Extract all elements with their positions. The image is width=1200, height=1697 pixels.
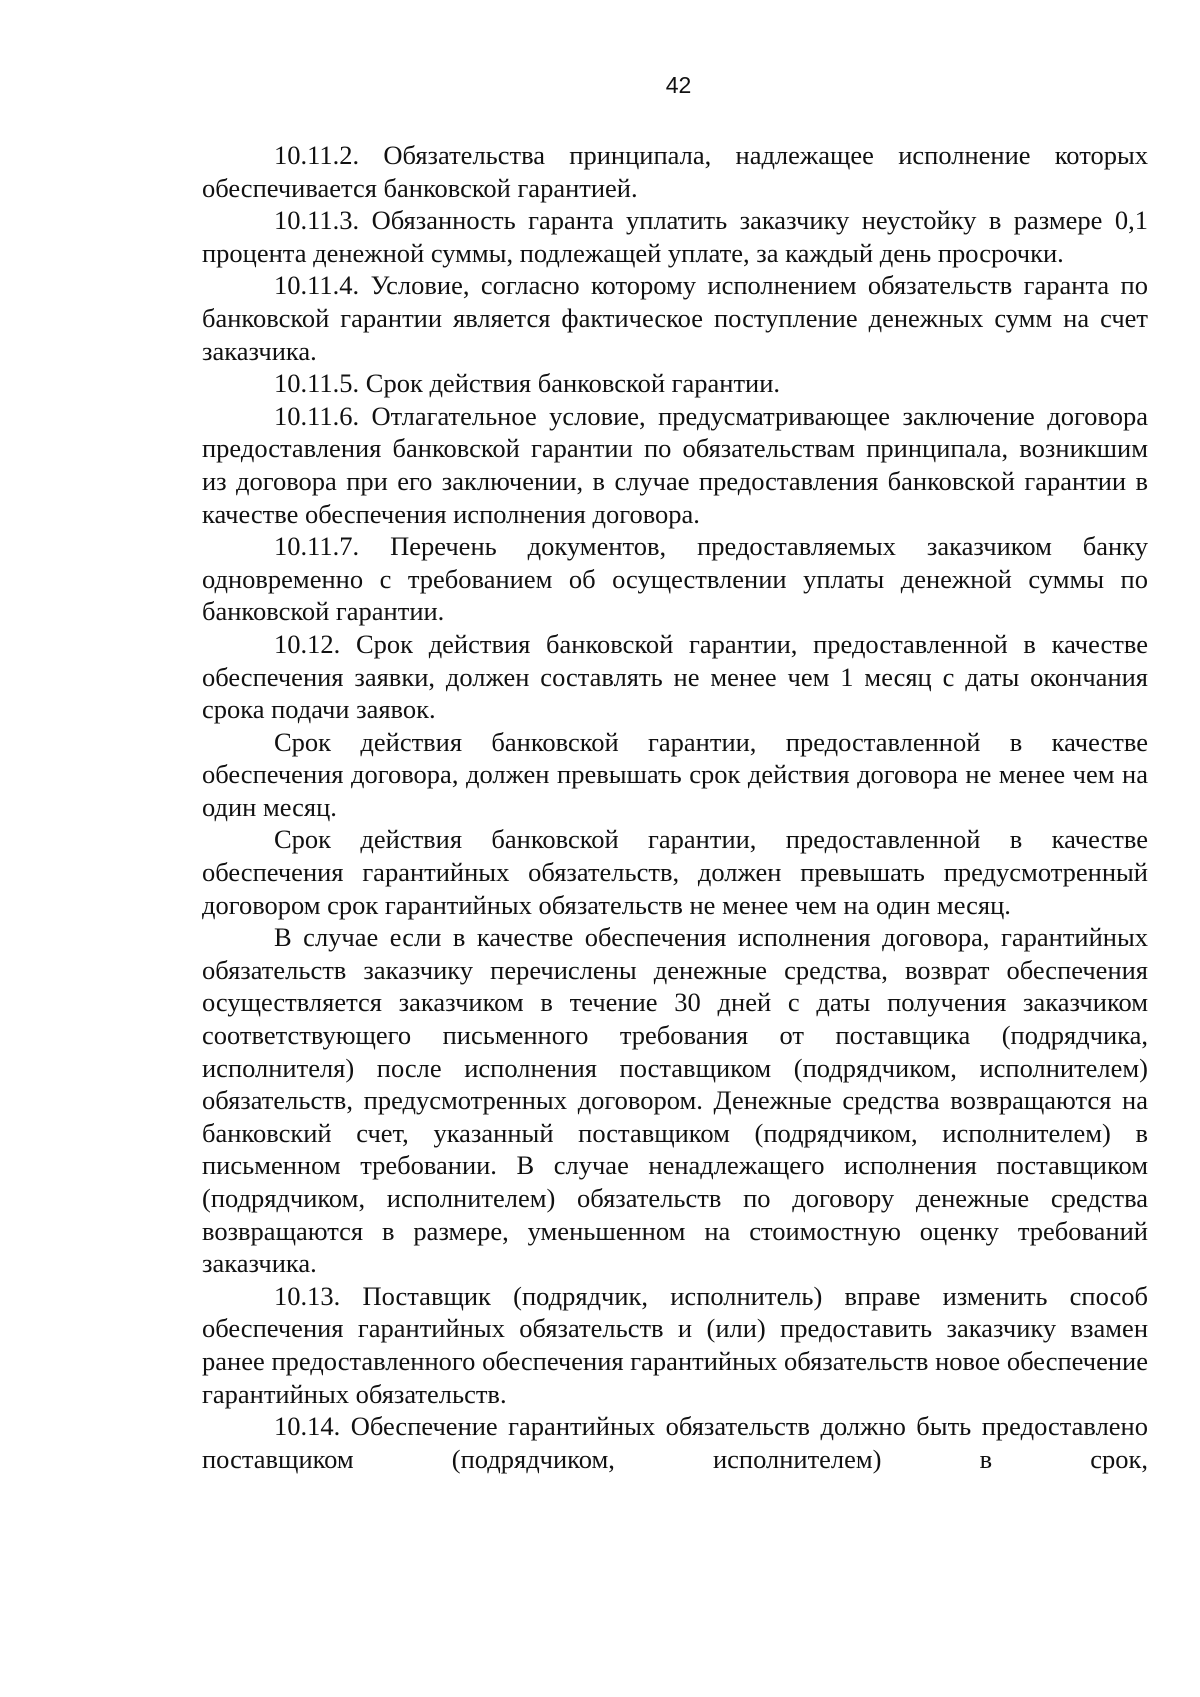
- paragraph-10-14: 10.14. Обеспечение гарантийных обязательств должно быть предоставлено поставщиком (подрядчиком, исполнителем) в срок,: [202, 1411, 1148, 1474]
- paragraph-funds-return: В случае если в качестве обеспечения исполнения договора, гарантийных обязательств заказчику перечислены денежные средства, возврат обеспечения осуществляется заказчиком в течение 30 дней с даты получения заказчиком соответствующего письменного требования от поставщика (подрядчика, исполнителя) после исполнения поставщиком (подрядчиком, исполнителем) обязательств, предусмотренных договором. Денежные средства возвращаются на банковский счет, указанный поставщиком (подрядчиком, исполнителем) в письменном требовании. В случае ненадлежащего исполнения поставщиком (подрядчиком, исполнителем) обязательств по договору денежные средства возвращаются в размере, уменьшенном на стоимостную оценку требований заказчика.: [202, 922, 1148, 1279]
- document-body: [202, 139, 1148, 1475]
- paragraph-contract-guarantee-term: Срок действия банковской гарантии, предоставленной в качестве обеспечения договора, должен превышать срок действия договора не менее чем на один месяц.: [202, 726, 1148, 822]
- paragraph-10-12: 10.12. Срок действия банковской гарантии, предоставленной в качестве обеспечения заявки, должен составлять не менее чем 1 месяц с даты окончания срока подачи заявок.: [202, 628, 1148, 725]
- paragraph-10-11-6: 10.11.6. Отлагательное условие, предусматривающее заключение договора предоставления банковской гарантии по обязательствам принципала, возникшим из договора при его заключении, в случае предоставления банковской гарантии в качестве обеспечения исполнения договора.: [202, 400, 1148, 529]
- paragraph-10-13: 10.13. Поставщик (подрядчик, исполнитель) вправе изменить способ обеспечения гарантийных обязательств и (или) предоставить заказчику взамен ранее предоставленного обеспечения гарантийных обязательств новое обеспечение гарантийных обязательств.: [202, 1280, 1148, 1409]
- paragraph-10-11-2: 10.11.2. Обязательства принципала, надлежащее исполнение которых обеспечивается банковской гарантией.: [202, 140, 1148, 203]
- paragraph-10-11-7: 10.11.7. Перечень документов, предоставляемых заказчиком банку одновременно с требованием об осуществлении уплаты денежной суммы по банковской гарантии.: [202, 531, 1148, 627]
- paragraph-10-11-3: 10.11.3. Обязанность гаранта уплатить заказчику неустойку в размере 0,1 процента денежной суммы, подлежащей уплате, за каждый день просрочки.: [202, 205, 1148, 268]
- paragraph-10-11-5: 10.11.5. Срок действия банковской гарантии.: [274, 368, 781, 399]
- paragraph-10-11-4: 10.11.4. Условие, согласно которому исполнением обязательств гаранта по банковской гарантии является фактическое поступление денежных сумм на счет заказчика.: [202, 270, 1148, 366]
- page-number: 42: [665, 72, 692, 98]
- paragraph-warranty-guarantee-term: Срок действия банковской гарантии, предоставленной в качестве обеспечения гарантийных обязательств, должен превышать предусмотренный договором срок гарантийных обязательств не менее чем на один месяц.: [202, 824, 1148, 920]
